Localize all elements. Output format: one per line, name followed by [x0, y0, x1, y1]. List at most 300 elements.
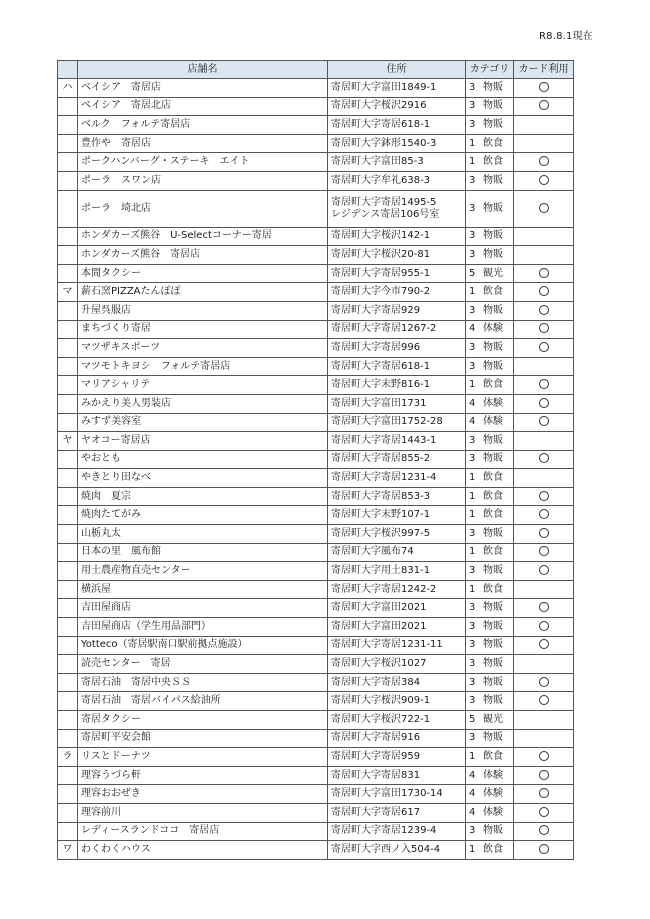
card-usage	[514, 673, 574, 692]
address-line-1: 寄居町大字寄居1495-5	[331, 196, 437, 208]
store-address	[328, 822, 466, 841]
section-label	[58, 655, 78, 674]
store-address	[328, 841, 466, 860]
category-number: 3	[469, 230, 476, 242]
store-category	[466, 766, 514, 785]
category-label: 体験	[483, 806, 503, 818]
card-usage	[514, 692, 574, 711]
table-row	[58, 320, 574, 339]
card-usage	[514, 190, 574, 227]
card-usage	[514, 785, 574, 804]
card-usage	[514, 134, 574, 153]
store-category	[466, 394, 514, 413]
card-accepted-circle-icon	[539, 323, 549, 333]
card-accepted-circle-icon	[539, 844, 549, 854]
address-line-1: 寄居町大字富田2021	[331, 602, 427, 614]
address-line-1: 寄居町大字寄居955-1	[331, 267, 431, 279]
table-row	[58, 339, 574, 358]
card-accepted-circle-icon	[539, 342, 549, 352]
category-label: 観光	[483, 713, 503, 725]
card-usage	[514, 618, 574, 637]
card-usage	[514, 79, 574, 98]
store-name: やきとり田なべ	[78, 469, 328, 488]
store-name: まちづくり寄居	[78, 320, 328, 339]
section-label	[58, 766, 78, 785]
category-number: 1	[469, 546, 476, 558]
store-name: 本間タクシー	[78, 264, 328, 283]
address-line-1: 寄居町大字寄居959	[331, 750, 421, 762]
store-name: 日本の里 風布館	[78, 543, 328, 562]
table-row	[58, 79, 574, 98]
address-line-1: 寄居町大字富田1730-14	[331, 788, 443, 800]
card-accepted-circle-icon	[539, 602, 549, 612]
category-number: 3	[469, 81, 476, 93]
table-header-row	[58, 61, 574, 79]
store-address	[328, 432, 466, 451]
store-name: 寄居町平安会館	[78, 729, 328, 748]
section-label: ヤ	[58, 432, 78, 451]
table-body	[58, 79, 574, 860]
section-label	[58, 785, 78, 804]
card-accepted-circle-icon	[539, 305, 549, 315]
store-address	[328, 673, 466, 692]
store-name: 吉田屋商店（学生用品部門）	[78, 618, 328, 637]
store-address	[328, 357, 466, 376]
category-label: 体験	[483, 323, 503, 335]
card-usage	[514, 506, 574, 525]
store-address	[328, 580, 466, 599]
store-address	[328, 487, 466, 506]
card-usage	[514, 469, 574, 488]
card-accepted-circle-icon	[539, 695, 549, 705]
store-category	[466, 636, 514, 655]
table-row	[58, 506, 574, 525]
category-label: 飲食	[483, 472, 503, 484]
header-store-name: 店舗名	[78, 61, 328, 79]
card-usage	[514, 525, 574, 544]
store-name: みかえり美人男装店	[78, 394, 328, 413]
store-name: ポーラ スワン店	[78, 171, 328, 190]
store-address	[328, 264, 466, 283]
address-line-1: 寄居町大字寄居617	[331, 806, 421, 818]
category-label: 物販	[483, 620, 503, 632]
category-label: 飲食	[483, 490, 503, 502]
card-accepted-circle-icon	[539, 175, 549, 185]
store-category	[466, 711, 514, 730]
card-usage	[514, 153, 574, 172]
store-name: やおとも	[78, 450, 328, 469]
table-row	[58, 153, 574, 172]
store-address	[328, 803, 466, 822]
store-name: 山栃丸太	[78, 525, 328, 544]
category-label: 物販	[483, 174, 503, 186]
address-line-1: 寄居町大字末野107-1	[331, 509, 431, 521]
category-number: 1	[469, 156, 476, 168]
category-label: 体験	[483, 416, 503, 428]
store-name: みすず美容室	[78, 413, 328, 432]
store-name: 寄居石油 寄居中央ＳＳ	[78, 673, 328, 692]
store-address	[328, 134, 466, 153]
header-card-usage: カード利用	[514, 61, 574, 79]
card-accepted-circle-icon	[539, 751, 549, 761]
category-label: 飲食	[483, 156, 503, 168]
store-category	[466, 822, 514, 841]
store-address	[328, 116, 466, 135]
table-row	[58, 283, 574, 302]
address-line-1: 寄居町大字牟礼638-3	[331, 174, 431, 186]
table-row	[58, 227, 574, 246]
address-line-1: 寄居町大字寄居929	[331, 304, 421, 316]
store-address	[328, 506, 466, 525]
card-usage	[514, 320, 574, 339]
store-category	[466, 748, 514, 767]
store-name: 理容おおぜき	[78, 785, 328, 804]
store-category	[466, 227, 514, 246]
category-number: 3	[469, 453, 476, 465]
store-address	[328, 766, 466, 785]
store-address	[328, 227, 466, 246]
card-accepted-circle-icon	[539, 677, 549, 687]
card-accepted-circle-icon	[539, 807, 549, 817]
address-line-1: 寄居町大字寄居618-1	[331, 118, 431, 130]
section-label	[58, 543, 78, 562]
store-address	[328, 376, 466, 395]
table-row	[58, 543, 574, 562]
store-category	[466, 673, 514, 692]
table-row	[58, 97, 574, 116]
card-accepted-circle-icon	[539, 100, 549, 110]
category-label: 物販	[483, 565, 503, 577]
address-line-1: 寄居町大字風布74	[331, 546, 414, 558]
category-number: 3	[469, 341, 476, 353]
category-label: 物販	[483, 825, 503, 837]
card-usage	[514, 803, 574, 822]
category-label: 物販	[483, 527, 503, 539]
card-usage	[514, 394, 574, 413]
section-label	[58, 264, 78, 283]
category-number: 3	[469, 174, 476, 186]
card-usage	[514, 599, 574, 618]
table-row	[58, 748, 574, 767]
store-category	[466, 190, 514, 227]
section-label	[58, 506, 78, 525]
card-usage	[514, 487, 574, 506]
category-number: 4	[469, 416, 476, 428]
store-address	[328, 618, 466, 637]
store-address	[328, 469, 466, 488]
category-number: 3	[469, 695, 476, 707]
store-address	[328, 394, 466, 413]
card-accepted-circle-icon	[539, 770, 549, 780]
section-label	[58, 450, 78, 469]
card-usage	[514, 97, 574, 116]
address-line-1: 寄居町大字寄居1239-4	[331, 825, 437, 837]
table-row	[58, 729, 574, 748]
category-label: 物販	[483, 100, 503, 112]
store-address	[328, 748, 466, 767]
store-name: 読売センター 寄居	[78, 655, 328, 674]
address-line-1: 寄居町大字用土831-1	[331, 565, 431, 577]
section-label: ラ	[58, 748, 78, 767]
table-row	[58, 394, 574, 413]
section-label	[58, 357, 78, 376]
section-label	[58, 301, 78, 320]
address-line-1: 寄居町大字桜沢2916	[331, 100, 427, 112]
table-row	[58, 580, 574, 599]
store-name: ヤオコー寄居店	[78, 432, 328, 451]
category-label: 飲食	[483, 583, 503, 595]
category-label: 物販	[483, 658, 503, 670]
table-row	[58, 264, 574, 283]
category-number: 1	[469, 490, 476, 502]
store-name: 焼肉たてがみ	[78, 506, 328, 525]
card-accepted-circle-icon	[539, 825, 549, 835]
section-label	[58, 618, 78, 637]
store-category	[466, 543, 514, 562]
store-category	[466, 785, 514, 804]
section-label	[58, 413, 78, 432]
store-name: 寄居タクシー	[78, 711, 328, 730]
table-row	[58, 673, 574, 692]
store-category	[466, 618, 514, 637]
card-usage	[514, 543, 574, 562]
store-category	[466, 134, 514, 153]
store-address	[328, 543, 466, 562]
store-category	[466, 376, 514, 395]
store-address	[328, 562, 466, 581]
store-address	[328, 413, 466, 432]
category-label: 物販	[483, 230, 503, 242]
store-name: 理容前川	[78, 803, 328, 822]
card-usage	[514, 357, 574, 376]
address-line-1: 寄居町大字富田2021	[331, 620, 427, 632]
store-address	[328, 79, 466, 98]
store-address	[328, 655, 466, 674]
store-name: マツモトキヨシ フォルテ寄居店	[78, 357, 328, 376]
category-label: 物販	[483, 81, 503, 93]
address-line-1: 寄居町大字桜沢142-1	[331, 230, 431, 242]
store-table	[57, 60, 574, 860]
category-number: 3	[469, 639, 476, 651]
category-number: 3	[469, 658, 476, 670]
table-row	[58, 841, 574, 860]
category-number: 3	[469, 434, 476, 446]
category-number: 1	[469, 509, 476, 521]
address-line-1: 寄居町大字寄居1231-4	[331, 472, 437, 484]
section-label	[58, 394, 78, 413]
card-accepted-circle-icon	[539, 509, 549, 519]
section-label	[58, 246, 78, 265]
address-line-1: 寄居町大字桜沢1027	[331, 658, 427, 670]
store-category	[466, 357, 514, 376]
section-label	[58, 673, 78, 692]
card-usage	[514, 227, 574, 246]
store-name: ホンダカーズ熊谷 寄居店	[78, 246, 328, 265]
store-address	[328, 190, 466, 227]
category-number: 4	[469, 397, 476, 409]
store-name: 用土農産物直売センター	[78, 562, 328, 581]
card-usage	[514, 748, 574, 767]
section-label	[58, 134, 78, 153]
table-row	[58, 692, 574, 711]
store-category	[466, 97, 514, 116]
store-category	[466, 264, 514, 283]
store-name: 理容うづら軒	[78, 766, 328, 785]
category-label: 飲食	[483, 379, 503, 391]
address-line-1: 寄居町大字寄居1267-2	[331, 323, 437, 335]
store-category	[466, 246, 514, 265]
store-category	[466, 432, 514, 451]
category-label: 物販	[483, 118, 503, 130]
card-usage	[514, 822, 574, 841]
table-row	[58, 357, 574, 376]
store-name: 焼肉 夏宗	[78, 487, 328, 506]
address-line-1: 寄居町大字富田85-3	[331, 156, 424, 168]
category-label: 飲食	[483, 843, 503, 855]
store-category	[466, 301, 514, 320]
category-number: 3	[469, 602, 476, 614]
category-label: 物販	[483, 453, 503, 465]
card-accepted-circle-icon	[539, 416, 549, 426]
card-usage	[514, 301, 574, 320]
card-usage	[514, 116, 574, 135]
header-category: カテゴリ	[466, 61, 514, 79]
table-row	[58, 562, 574, 581]
category-number: 3	[469, 620, 476, 632]
store-address	[328, 729, 466, 748]
section-label	[58, 171, 78, 190]
category-number: 1	[469, 843, 476, 855]
category-number: 3	[469, 100, 476, 112]
section-label	[58, 803, 78, 822]
address-line-1: 寄居町大字桜沢722-1	[331, 713, 431, 725]
card-accepted-circle-icon	[539, 156, 549, 166]
category-number: 3	[469, 360, 476, 372]
section-label	[58, 116, 78, 135]
address-line-1: 寄居町大字寄居831	[331, 769, 421, 781]
category-number: 5	[469, 713, 476, 725]
store-address	[328, 283, 466, 302]
store-category	[466, 153, 514, 172]
category-number: 5	[469, 267, 476, 279]
card-usage	[514, 432, 574, 451]
card-accepted-circle-icon	[539, 268, 549, 278]
card-accepted-circle-icon	[539, 528, 549, 538]
category-number: 1	[469, 750, 476, 762]
card-usage	[514, 264, 574, 283]
table-row	[58, 376, 574, 395]
table-row	[58, 766, 574, 785]
store-address	[328, 450, 466, 469]
address-line-1: 寄居町大字寄居384	[331, 676, 421, 688]
store-name: 升屋呉服店	[78, 301, 328, 320]
table-row	[58, 116, 574, 135]
card-usage	[514, 580, 574, 599]
store-name: レディースランドココ 寄居店	[78, 822, 328, 841]
store-name: 豊作や 寄居店	[78, 134, 328, 153]
card-accepted-circle-icon	[539, 621, 549, 631]
category-label: 飲食	[483, 509, 503, 521]
store-name: Yotteco（寄居駅南口駅前拠点施設）	[78, 636, 328, 655]
table-row	[58, 301, 574, 320]
address-line-1: 寄居町大字寄居855-2	[331, 453, 431, 465]
address-line-1: 寄居町大字寄居916	[331, 732, 421, 744]
category-label: 飲食	[483, 137, 503, 149]
store-category	[466, 469, 514, 488]
section-label	[58, 692, 78, 711]
category-label: 飲食	[483, 286, 503, 298]
store-category	[466, 655, 514, 674]
category-label: 体験	[483, 397, 503, 409]
card-usage	[514, 655, 574, 674]
category-number: 3	[469, 202, 476, 214]
category-number: 3	[469, 118, 476, 130]
card-accepted-circle-icon	[539, 379, 549, 389]
section-label	[58, 580, 78, 599]
table-row	[58, 655, 574, 674]
category-number: 4	[469, 806, 476, 818]
table-row	[58, 803, 574, 822]
card-usage	[514, 339, 574, 358]
store-category	[466, 599, 514, 618]
address-line-1: 寄居町大字寄居618-1	[331, 360, 431, 372]
table-row	[58, 171, 574, 190]
store-category	[466, 580, 514, 599]
category-label: 体験	[483, 769, 503, 781]
category-label: 物販	[483, 341, 503, 353]
card-accepted-circle-icon	[539, 546, 549, 556]
category-label: 物販	[483, 732, 503, 744]
table-row	[58, 785, 574, 804]
store-name: 吉田屋商店	[78, 599, 328, 618]
table-row	[58, 246, 574, 265]
category-number: 3	[469, 304, 476, 316]
category-number: 3	[469, 825, 476, 837]
table-row	[58, 822, 574, 841]
section-label	[58, 153, 78, 172]
card-usage	[514, 841, 574, 860]
store-category	[466, 525, 514, 544]
card-usage	[514, 562, 574, 581]
category-number: 3	[469, 676, 476, 688]
card-usage	[514, 766, 574, 785]
table-row	[58, 469, 574, 488]
section-label	[58, 190, 78, 227]
store-address	[328, 97, 466, 116]
section-label	[58, 97, 78, 116]
table-row	[58, 432, 574, 451]
header-section	[58, 61, 78, 79]
category-number: 3	[469, 732, 476, 744]
address-line-1: 寄居町大字桜沢997-5	[331, 527, 431, 539]
store-category	[466, 339, 514, 358]
address-line-1: 寄居町大字富田1752-28	[331, 416, 443, 428]
category-number: 1	[469, 379, 476, 391]
address-line-1: 寄居町大字鉢形1540-3	[331, 137, 437, 149]
card-usage	[514, 413, 574, 432]
store-category	[466, 562, 514, 581]
address-line-1: 寄居町大字寄居1242-2	[331, 583, 437, 595]
as-of-date: R8.8.1現在	[539, 31, 593, 42]
card-accepted-circle-icon	[539, 639, 549, 649]
table-row	[58, 134, 574, 153]
store-address	[328, 246, 466, 265]
section-label	[58, 227, 78, 246]
address-line-1: 寄居町大字富田1731	[331, 397, 427, 409]
section-label	[58, 525, 78, 544]
section-label: マ	[58, 283, 78, 302]
category-number: 3	[469, 248, 476, 260]
